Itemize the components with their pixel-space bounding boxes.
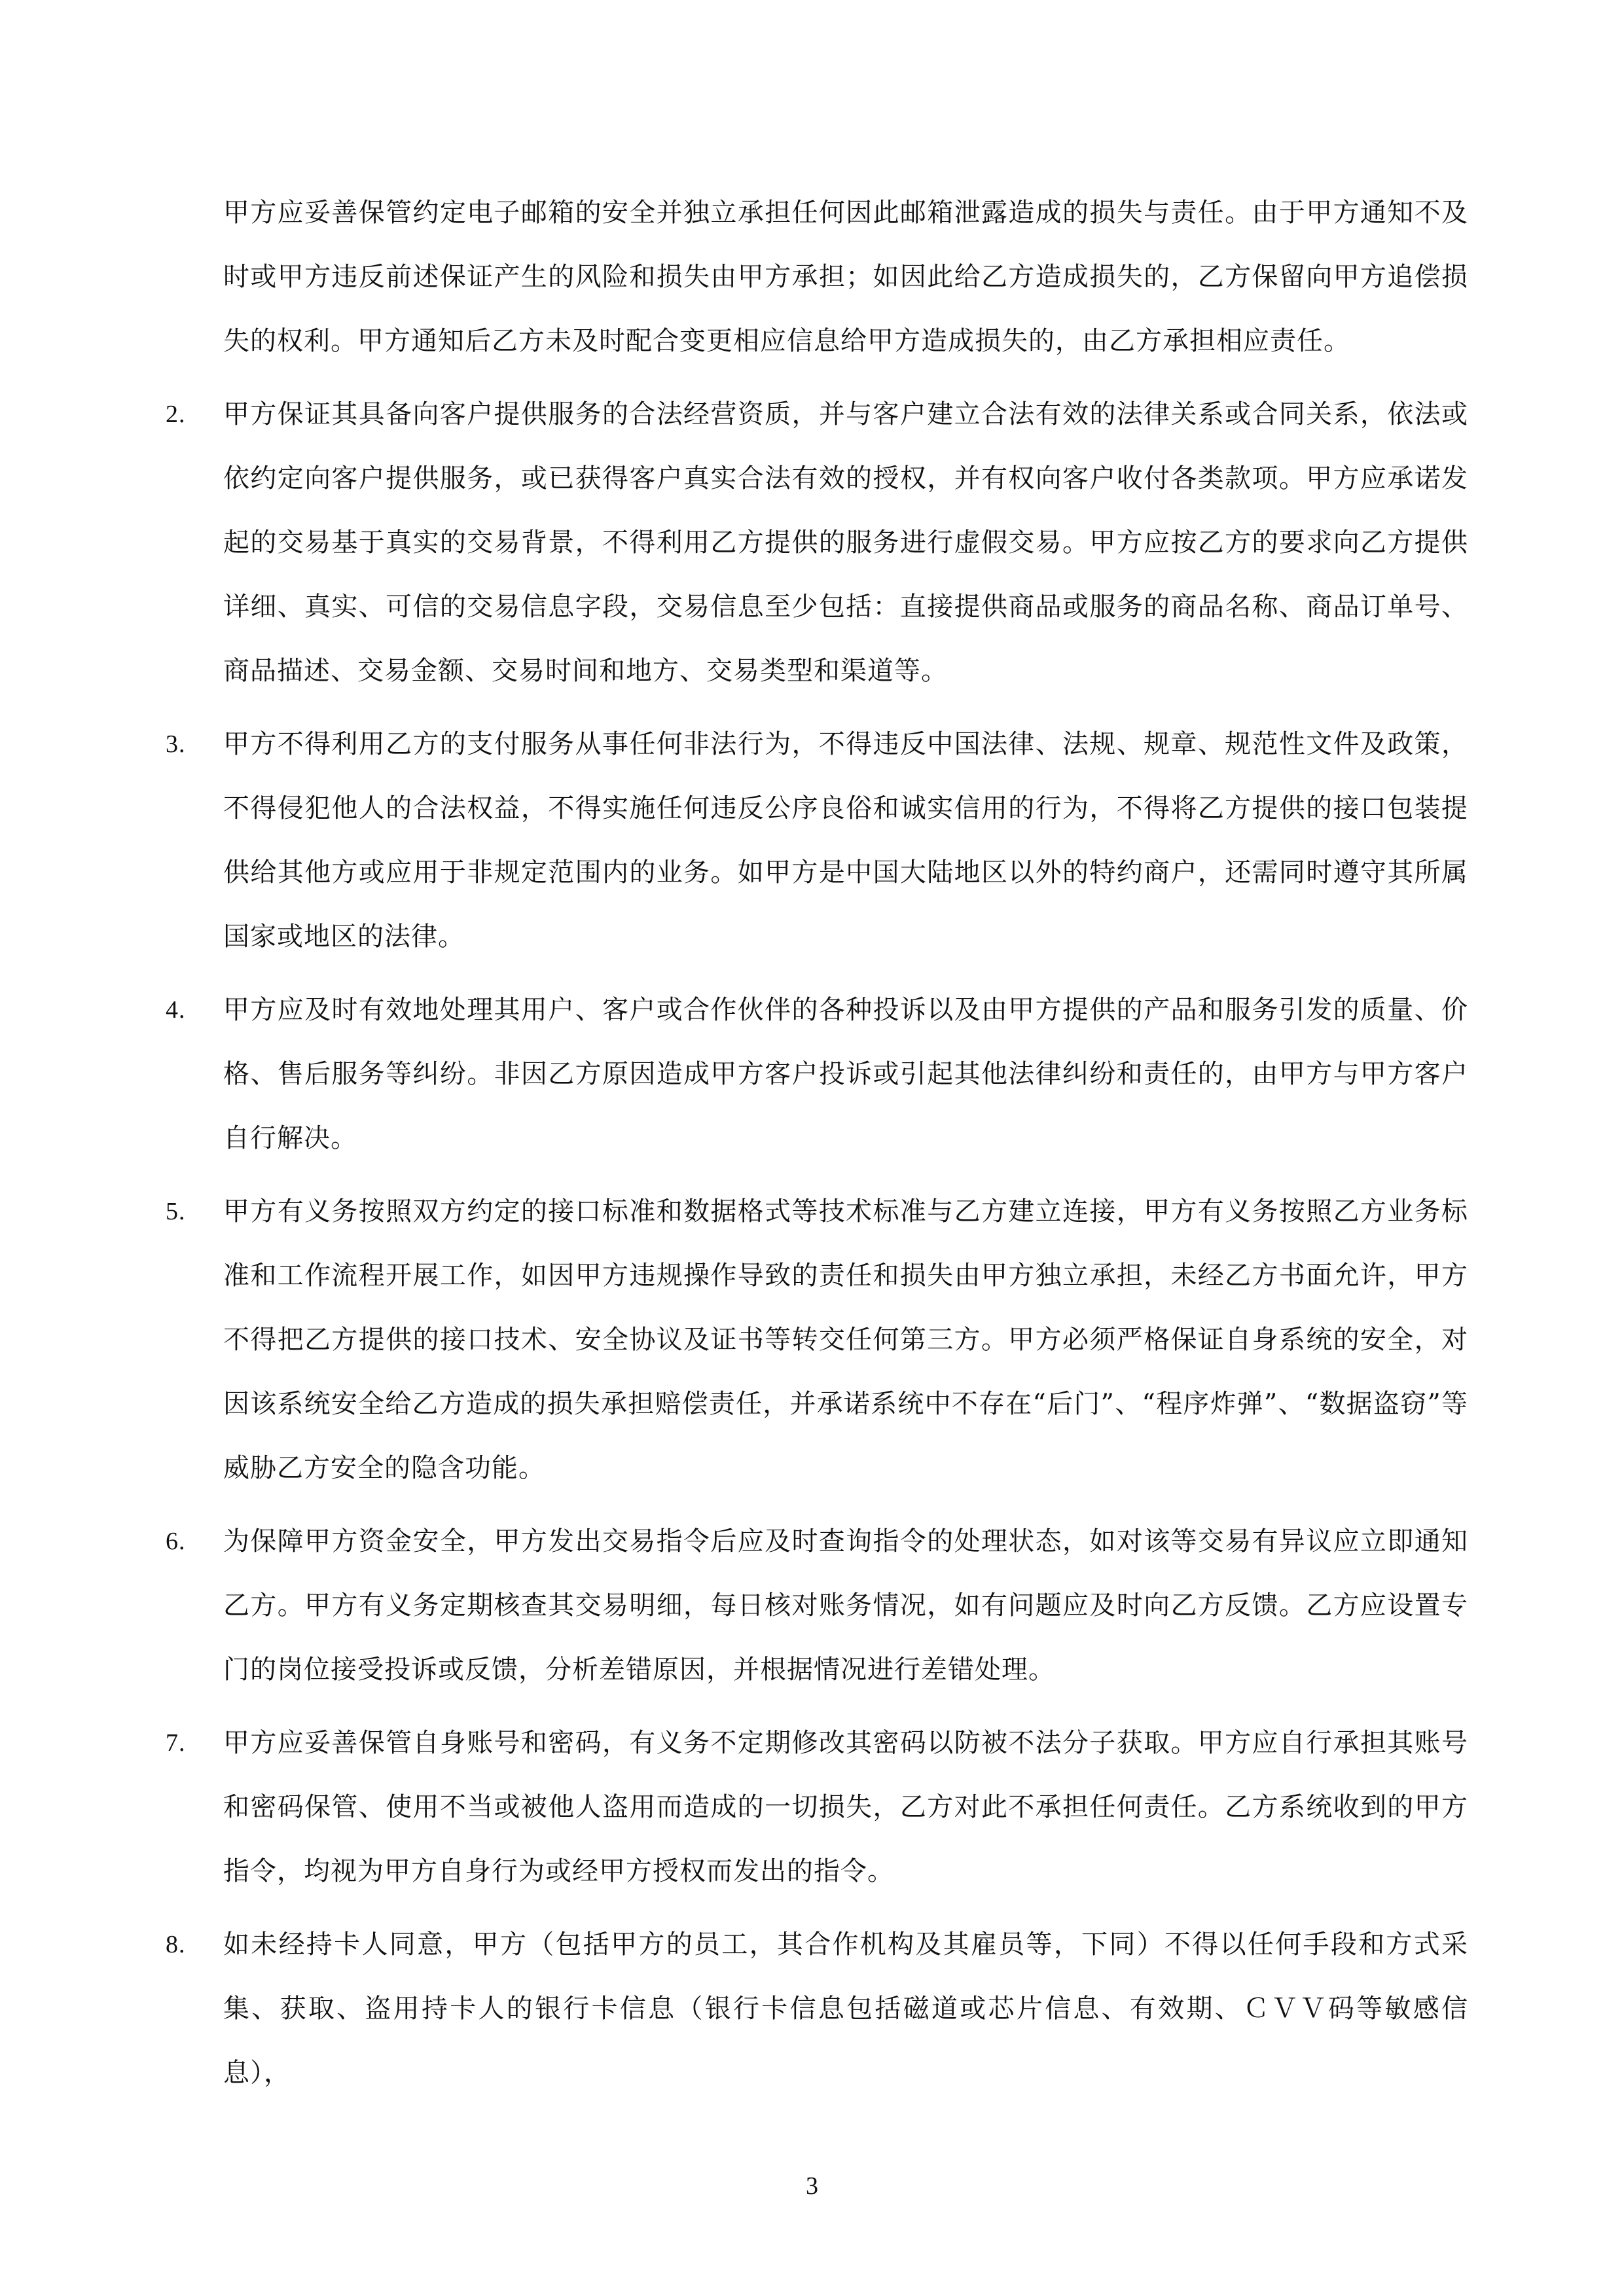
clause-number: 2. — [166, 401, 186, 428]
page-number: 3 — [806, 2172, 818, 2200]
clause-item — [166, 1509, 1468, 1702]
clause-text: 甲方有义务按照双方约定的接口标准和数据格式等技术标准与乙方建立连接，甲方有义务按照乙方业务标准和工作流程开展工作，如因甲方违规操作导致的责任和损失由甲方独立承担，未经乙方书面允许，甲方不得把乙方提供的接口技术、安全协议及证书等转交任何第三方。甲方必须严格保证自身系统的安全，对因该系统安全给乙方造成的损失承担赔偿责任，并承诺系统中不存在“后门”、“程序炸弹”、“数据盗窃”等威胁乙方安全的隐含功能。 — [223, 1196, 1468, 1483]
clause-number: 3. — [166, 730, 186, 758]
clause-item — [166, 1711, 1468, 1903]
clause-text: 甲方不得利用乙方的支付服务从事任何非法行为，不得违反中国法律、法规、规章、规范性文件及政策，不得侵犯他人的合法权益，不得实施任何违反公序良俗和诚实信用的行为，不得将乙方提供的接口包装提供给其他方或应用于非规定范围内的业务。如甲方是中国大陆地区以外的特约商户，还需同时遵守其所属国家或地区的法律。 — [223, 729, 1468, 952]
clause-number: 8. — [166, 1931, 186, 1958]
clause-item — [166, 1912, 1468, 2105]
clause-text: 如未经持卡人同意，甲方（包括甲方的员工，其合作机构及其雇员等，下同）不得以任何手段和方式采集、获取、盗用持卡人的银行卡信息（银行卡信息包括磁道或芯片信息、有效期、ＣＶＶ码等敏感信息）， — [223, 1929, 1468, 2088]
clause-item — [166, 1179, 1468, 1500]
clause-number: 7. — [166, 1729, 186, 1757]
continuation-paragraph: 甲方应妥善保管约定电子邮箱的安全并独立承担任何因此邮箱泄露造成的损失与责任。由于甲方通知不及时或甲方违反前述保证产生的风险和损失由甲方承担；如因此给乙方造成损失的，乙方保留向甲方追偿损失的权利。甲方通知后乙方未及时配合变更相应信息给甲方造成损失的，由乙方承担相应责任。 — [223, 198, 1468, 356]
clause-item — [166, 382, 1468, 703]
clause-text: 甲方保证其具备向客户提供服务的合法经营资质，并与客户建立合法有效的法律关系或合同关系，依法或依约定向客户提供服务，或已获得客户真实合法有效的授权，并有权向客户收付各类款项。甲方应承诺发起的交易基于真实的交易背景，不得利用乙方提供的服务进行虚假交易。甲方应按乙方的要求向乙方提供详细、真实、可信的交易信息字段，交易信息至少包括：直接提供商品或服务的商品名称、商品订单号、商品描述、交易金额、交易时间和地方、交易类型和渠道等。 — [223, 399, 1468, 686]
document-body — [166, 181, 1468, 2105]
clause-item — [166, 978, 1468, 1170]
clause-number: 4. — [166, 996, 186, 1024]
clause-text: 为保障甲方资金安全，甲方发出交易指令后应及时查询指令的处理状态，如对该等交易有异议应立即通知乙方。甲方有义务定期核查其交易明细，每日核对账务情况，如有问题应及时向乙方反馈。乙方应设置专门的岗位接受投诉或反馈，分析差错原因，并根据情况进行差错处理。 — [223, 1526, 1468, 1685]
clause-text: 甲方应妥善保管自身账号和密码，有义务不定期修改其密码以防被不法分子获取。甲方应自行承担其账号和密码保管、使用不当或被他人盗用而造成的一切损失，乙方对此不承担任何责任。乙方系统收到的甲方指令，均视为甲方自身行为或经甲方授权而发出的指令。 — [223, 1728, 1468, 1886]
clause-text: 甲方应及时有效地处理其用户、客户或合作伙伴的各种投诉以及由甲方提供的产品和服务引发的质量、价格、售后服务等纠纷。非因乙方原因造成甲方客户投诉或引起其他法律纠纷和责任的，由甲方与甲方客户自行解决。 — [223, 995, 1468, 1153]
clause-number: 5. — [166, 1198, 186, 1225]
clause-item — [166, 712, 1468, 969]
clause-number: 6. — [166, 1528, 186, 1555]
